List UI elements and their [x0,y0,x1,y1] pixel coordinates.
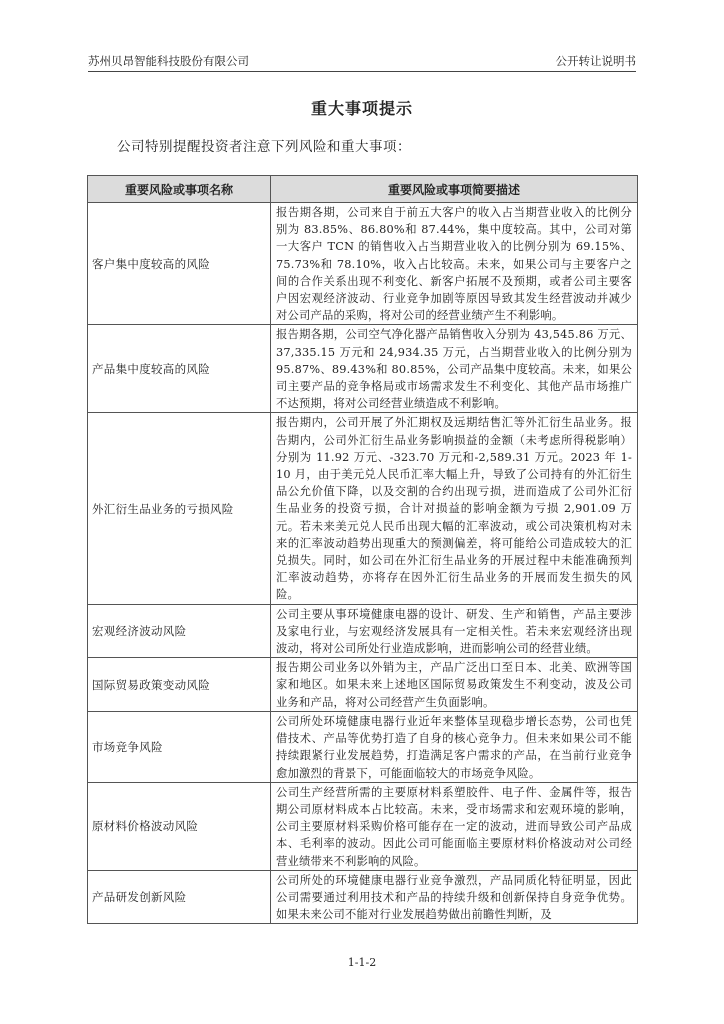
header-risk-desc: 重要风险或事项简要描述 [271,176,638,203]
page-title: 重大事项提示 [310,99,413,118]
risk-name: 国际贸易政策变动风险 [88,658,271,712]
risk-name: 市场竞争风险 [88,711,271,782]
intro-text: 公司特别提醒投资者注意下列风险和重大事项： [117,139,411,155]
header-doc-title: 公开转让说明书 [555,54,636,68]
page-number: 1-1-2 [347,956,377,969]
risk-name: 外汇衍生品业务的亏损风险 [88,413,271,604]
table-row [88,711,638,782]
risk-desc: 公司生产经营所需的主要原材料系塑胶件、电子件、金属件等，报告期公司原材料成本占比较高。未来，受市场需求和宏观环境的影响，公司主要原材料采购价格可能存在一定的波动，进而导致公司产品成本、毛利率的波动。因此公司可能面临主要原材料价格波动对公司经营业绩带来不利影响的风险。 [271,782,638,870]
risk-desc: 报告期各期，公司来自于前五大客户的收入占当期营业收入的比例分别为 83.85%、86.80%和 87.44%，集中度较高。其中，公司对第一大客户 TCN 的销售收入占当期营业收入的比例分别为 69.15%、75.73%和 78.10%，收入占比较高。未来，如果公司与主要客户之间的合作关系出现不利变化、新客户拓展不及预期，或者公司主要客户因宏观经济波动、行业竞争加剧等原因导致其发生经营波动并减少对公司产品的采购，将对公司的经营业绩产生不利影响。 [271,203,638,325]
risk-desc: 公司所处的环境健康电器行业竞争激烈，产品同质化特征明显，因此公司需要通过利用技术和产品的持续升级和创新保持自身竞争优势。如果未来公司不能对行业发展趋势做出前瞻性判断，及 [271,870,638,924]
table-row [88,203,638,325]
risk-name: 产品集中度较高的风险 [88,325,271,413]
table-header-row [88,176,638,203]
table-row [88,658,638,712]
risk-table [87,175,638,924]
page-header [88,47,636,72]
table-row [88,325,638,413]
table-row [88,413,638,604]
table-row [88,870,638,924]
risk-name: 宏观经济波动风险 [88,604,271,658]
table-row [88,782,638,870]
risk-desc: 公司所处环境健康电器行业近年来整体呈现稳步增长态势，公司也凭借技术、产品等优势打造了自身的核心竞争力。但未来如果公司不能持续跟紧行业发展趋势，打造满足客户需求的产品，在当前行业竞争愈加激烈的背景下，可能面临较大的市场竞争风险。 [271,711,638,782]
risk-name: 客户集中度较高的风险 [88,203,271,325]
risk-name: 产品研发创新风险 [88,870,271,924]
risk-desc: 报告期内，公司开展了外汇期权及远期结售汇等外汇衍生品业务。报告期内，公司外汇衍生品业务影响损益的金额（未考虑所得税影响）分别为 11.92 万元、-323.70 万元和-2,589.31 万元。2023 年 1-10 月，由于美元兑人民币汇率大幅上升，导致了公司持有的外汇衍生品公允价值下降，以及交割的合约出现亏损，进而造成了公司外汇衍生品业务的投资亏损，合计对损益的影响金额为亏损 2,901.09 万元。若未来美元兑人民币出现大幅的汇率波动，或公司决策机构对未来的汇率波动趋势出现重大的预测偏差，将可能给公司造成较大的汇兑损失。同时，如公司在外汇衍生品业务的开展过程中未能准确预判汇率波动趋势，亦将存在因外汇衍生品业务的开展而发生损失的风险。 [271,413,638,604]
risk-desc: 公司主要从事环境健康电器的设计、研发、生产和销售，产品主要涉及家电行业，与宏观经济发展具有一定相关性。若未来宏观经济出现波动，将对公司所处行业造成影响，进而影响公司的经营业绩。 [271,604,638,658]
table-row [88,604,638,658]
header-company: 苏州贝昂智能科技股份有限公司 [88,54,249,68]
risk-desc: 报告期公司业务以外销为主，产品广泛出口至日本、北美、欧洲等国家和地区。如果未来上述地区国际贸易政策发生不利变动，波及公司业务和产品，将对公司经营产生负面影响。 [271,658,638,712]
risk-desc: 报告期各期，公司空气净化器产品销售收入分别为 43,545.86 万元、37,335.15 万元和 24,934.35 万元，占当期营业收入的比例分别为 95.87%、89.43%和 80.85%，公司产品集中度较高。未来，如果公司主要产品的竞争格局或市场需求发生不利变化、其他产品市场推广不达预期，将对公司经营业绩造成不利影响。 [271,325,638,413]
header-risk-name: 重要风险或事项名称 [88,176,271,203]
risk-name: 原材料价格波动风险 [88,782,271,870]
